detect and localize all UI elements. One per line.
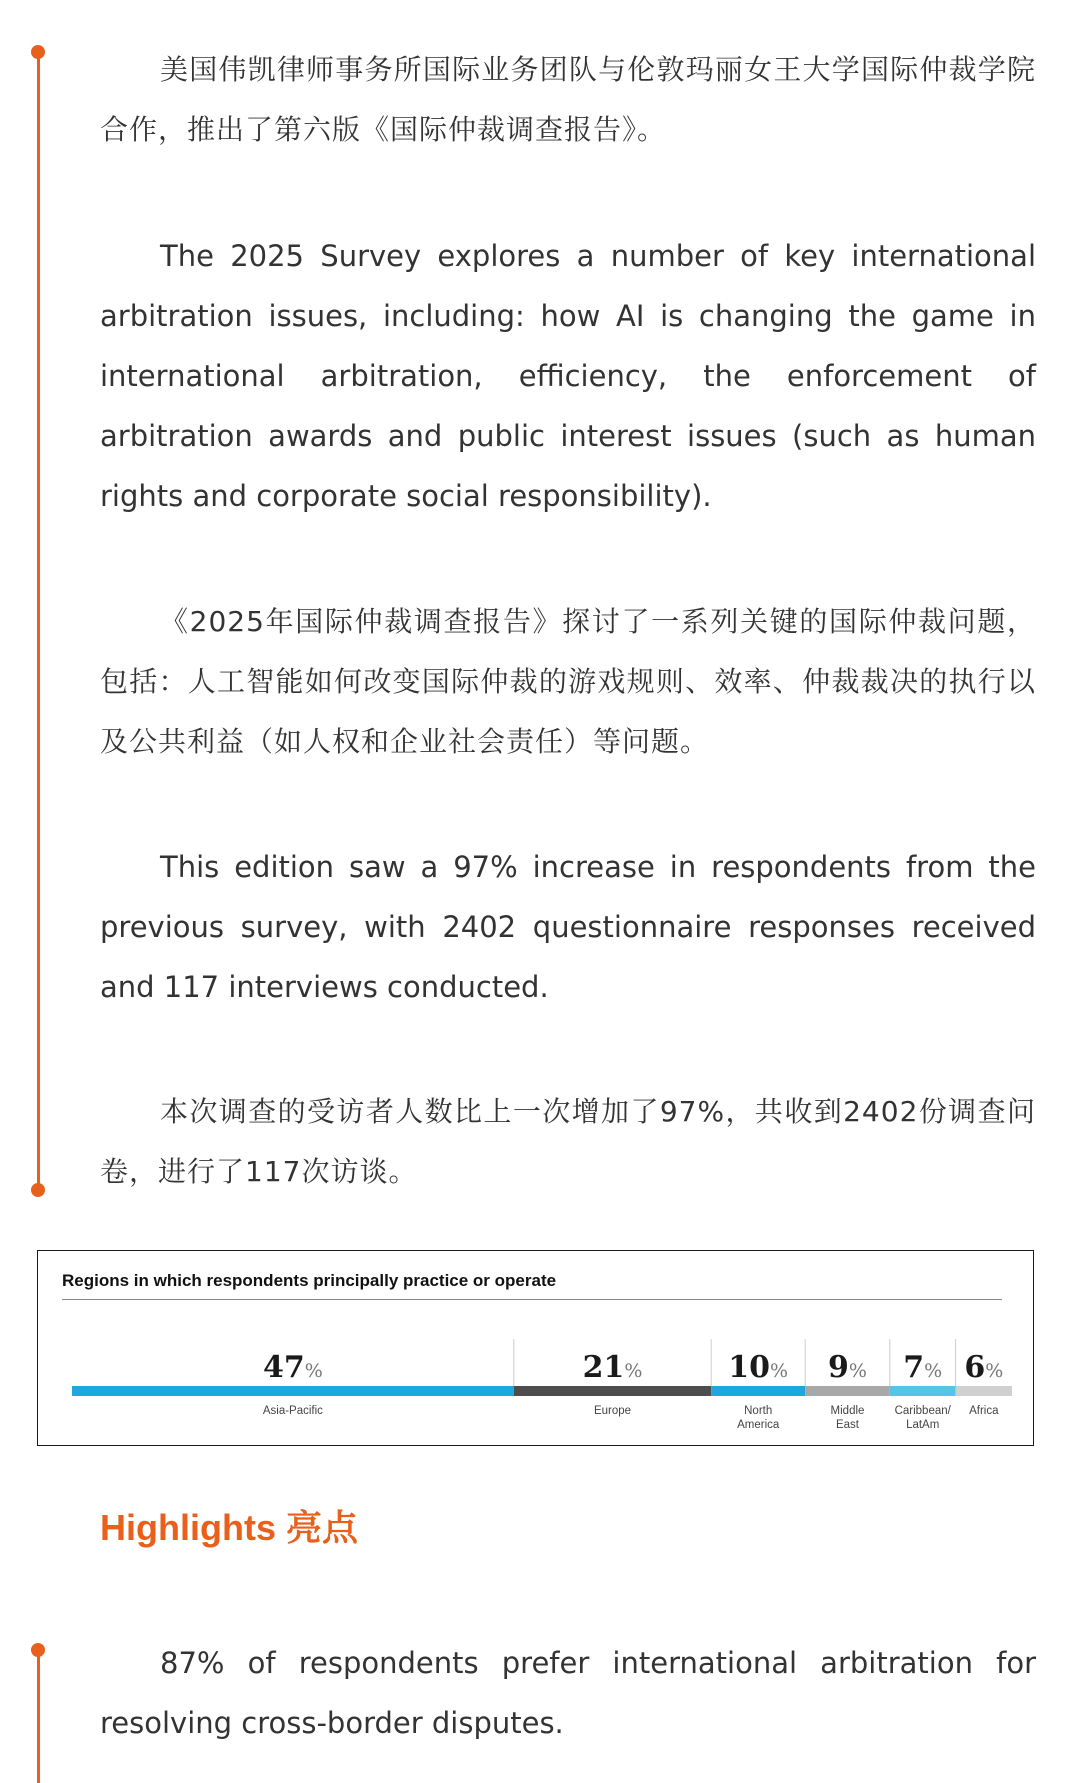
timeline-dot-bottom: [31, 1183, 45, 1197]
bar-segment-0: [72, 1386, 514, 1396]
timeline-line-highlights: [37, 1650, 40, 1783]
paragraph-survey-cn: 《2025年国际仲裁调查报告》探讨了一系列关键的国际仲裁问题，包括：人工智能如何改变国际仲裁的游戏规则、效率、仲裁裁决的执行以及公共利益（如人权和企业社会责任）等问题。: [100, 605, 1036, 758]
chart-title: Regions in which respondents principally practice or operate: [62, 1271, 557, 1290]
value-label-0: 47%: [262, 1350, 323, 1385]
category-label-1: Europe: [593, 1405, 632, 1417]
paragraph-highlight-1-en: 87% of respondents prefer international arbitration for resolving cross-border disputes.: [100, 1646, 1036, 1740]
bar-segment-4: [890, 1386, 956, 1396]
timeline-dot-highlights: [31, 1643, 45, 1657]
highlights-heading: Highlights 亮点: [100, 1507, 358, 1548]
paragraph-survey-en: The 2025 Survey explores a number of key international arbitration issues, including: how AI is changing the game in international arbitration, efficiency, the enforcement of arbitration awards and public interest issues (such as human rights and corporate social responsibility).: [100, 239, 1036, 513]
category-label-3: Middle East: [830, 1405, 865, 1431]
paragraph-respondents-cn: 本次调查的受访者人数比上一次增加了97%，共收到2402份调查问卷，进行了117次访谈。: [100, 1095, 1036, 1188]
value-label-1: 21%: [582, 1350, 643, 1385]
category-label-0: Asia-Pacific: [262, 1405, 323, 1417]
value-label-5: 6%: [964, 1350, 1004, 1385]
bar-segment-3: [805, 1386, 890, 1396]
category-label-5: Africa: [969, 1405, 999, 1417]
timeline-line-top: [37, 52, 40, 1190]
value-label-3: 9%: [828, 1350, 867, 1385]
category-label-2: North America: [737, 1405, 780, 1431]
timeline-dot-top: [31, 45, 45, 59]
value-label-4: 7%: [903, 1350, 943, 1385]
paragraph-respondents-en: This edition saw a 97% increase in respondents from the previous survey, with 2402 questionnaire responses received and 117 interviews conducted.: [100, 850, 1036, 1004]
bar-segment-5: [956, 1386, 1012, 1396]
regions-stacked-bar: [38, 1251, 1032, 1444]
bar-segment-2: [711, 1386, 805, 1396]
bar-segment-1: [514, 1386, 711, 1396]
value-label-2: 10%: [728, 1350, 789, 1385]
regions-chart: [37, 1250, 1034, 1446]
category-label-4: Caribbean/ LatAm: [894, 1405, 951, 1431]
paragraph-intro-cn: 美国伟凯律师事务所国际业务团队与伦敦玛丽女王大学国际仲裁学院合作，推出了第六版《国际仲裁调查报告》。: [100, 53, 1036, 146]
